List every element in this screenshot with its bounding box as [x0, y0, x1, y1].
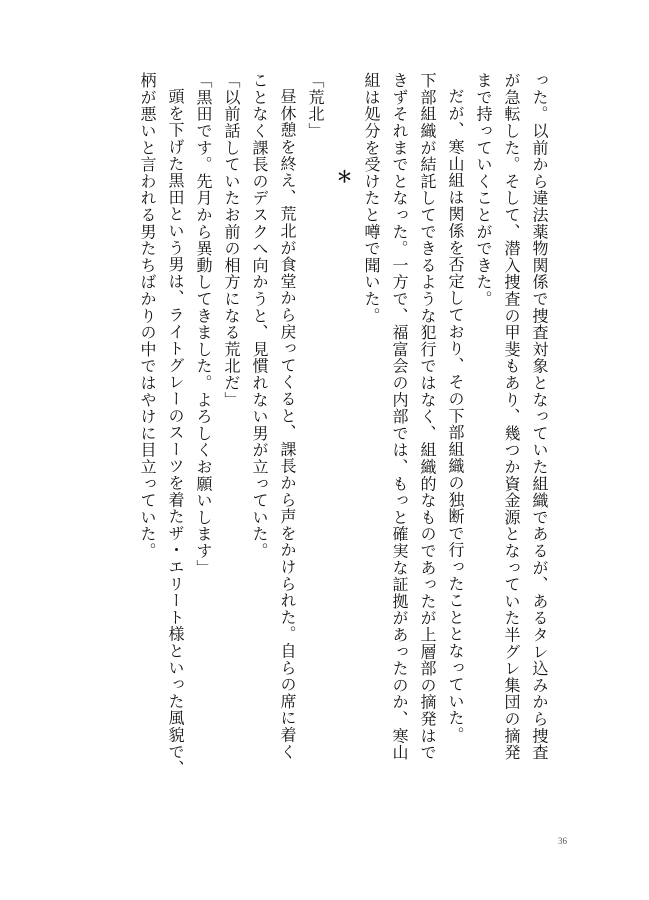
scene-break-mark: ＊	[334, 168, 353, 185]
dialogue-line: 「以前話していたお前の相方になる荒北だ」	[222, 72, 241, 408]
text-line: 下部組織が結託してできるような犯行ではなく、組織的なものであったが上層部の摘発はで	[418, 72, 437, 761]
text-line: った。以前から違法薬物関係で捜査対象となっていた組織であるが、あるタレ込みから捜査	[530, 72, 549, 761]
vertical-text-block	[133, 72, 553, 777]
dialogue-line: 「荒北」	[306, 72, 325, 140]
text-line: だが、寒山組は関係を否定しており、その下部組織の独断で行ったこととなっていた。	[446, 88, 465, 744]
text-line: 頭を下げた黒田という男は、ライトグレーのスーツを着たザ・エリート様といった風貌で、	[166, 88, 185, 777]
text-line: が急転した。そして、潜入捜査の甲斐もあり、幾つか資金源となっていた半グレ集団の摘発	[502, 72, 521, 761]
dialogue-line: 「黒田です。先月から異動してきました。よろしくお願いします」	[194, 72, 213, 576]
page-number: 36	[558, 836, 567, 846]
text-line: きずそれまでとなった。一方で、福富会の内部では、もっと確実な証拠があったのか、寒山	[390, 72, 409, 761]
text-line: ことなく課長のデスクへ向かうと、見慣れない男が立っていた。	[250, 72, 269, 560]
text-line: まで持っていくことができた。	[474, 72, 493, 308]
text-line: 柄が悪いと言われる男たちばかりの中ではやけに目立っていた。	[138, 72, 157, 560]
text-line: 組は処分を受けたと噂で聞いた。	[362, 72, 381, 324]
text-line: 昼休憩を終え、荒北が食堂から戻ってくると、課長から声をかけられた。自らの席に着く	[278, 88, 297, 760]
